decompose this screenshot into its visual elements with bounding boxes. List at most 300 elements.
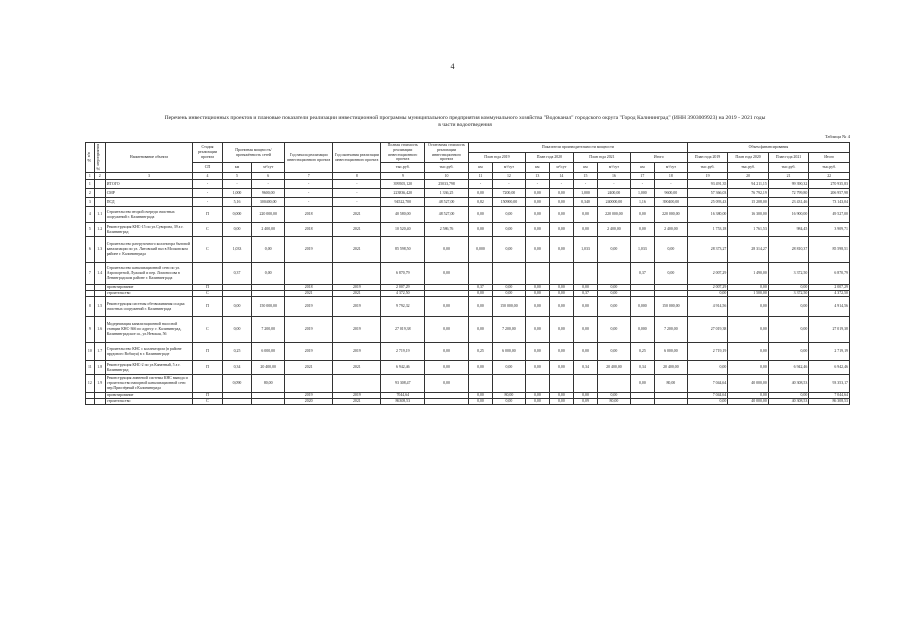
header-cell: № мероприятия — [94, 143, 105, 173]
table-row — [86, 198, 850, 207]
index-cell: 6 — [252, 173, 285, 180]
cell-n: 5 — [86, 223, 95, 237]
index-cell: 13 — [525, 173, 549, 180]
cell-full: 86308,53 — [381, 399, 425, 405]
cell-c7: 0,00 — [630, 375, 654, 393]
cell-n: 2 — [86, 189, 95, 198]
cell-c4: 0,00 — [549, 223, 573, 237]
cell-c5: - — [573, 180, 597, 189]
table-label: Таблица № 4 — [824, 134, 850, 139]
cell-c1: 0,00 — [468, 399, 492, 405]
table-row — [86, 343, 850, 361]
cell-c6: 0,00 — [598, 297, 631, 317]
index-cell: 20 — [728, 173, 768, 180]
cell-n — [86, 399, 95, 405]
table-row — [86, 207, 850, 223]
cell-c6: 0,00 — [598, 393, 631, 399]
cell-c6: 0,00 — [598, 237, 631, 263]
cell-c1: 0,37 — [468, 285, 492, 291]
table-row — [86, 317, 850, 343]
cell-f4: 85 598,51 — [809, 237, 850, 263]
cell-c8: 390400,00 — [654, 198, 687, 207]
cell-ey: 2019 — [333, 393, 381, 399]
cell-f1: 25 093,43 — [687, 198, 727, 207]
cell-sy: - — [285, 198, 333, 207]
cell-full: 85 598,50 — [381, 237, 425, 263]
header-cell: Объем финансирования — [687, 143, 849, 153]
cell-c1: 0,25 — [468, 343, 492, 361]
cell-rem: 0,00 — [425, 343, 469, 361]
cell-c1 — [468, 375, 492, 393]
cell-full: 94522,700 — [381, 198, 425, 207]
cell-f4: 3 909,71 — [809, 223, 850, 237]
cell-f1: 2 007,29 — [687, 263, 727, 285]
cell-f2: 40 000,00 — [728, 375, 768, 393]
cell-n: 8 — [86, 297, 95, 317]
cell-c6: 2 400,00 — [598, 223, 631, 237]
cell-c3: 0,00 — [525, 207, 549, 223]
cell-f1: 57 366,03 — [687, 189, 727, 198]
table-row — [86, 361, 850, 375]
unit-cell: км — [573, 163, 597, 173]
index-cell: 19 — [687, 173, 727, 180]
cell-f3: 984,45 — [768, 223, 808, 237]
cell-m3: 20 400,00 — [252, 361, 285, 375]
cell-stage: П — [193, 343, 223, 361]
cell-name: Строительство канализационной сети по ул. Аэропортной, Лужской и пер. Ломоносова в Ленинградском районе г. Калининграда — [105, 263, 193, 285]
cell-f4: 206 957,98 — [809, 189, 850, 198]
cell-c5: 0,34 — [573, 361, 597, 375]
cell-km: - — [222, 180, 252, 189]
cell-f2: 1 500,00 — [728, 291, 768, 297]
cell-stage — [193, 375, 223, 393]
cell-f2: 94 211,15 — [728, 180, 768, 189]
cell-stage: П — [193, 361, 223, 375]
cell-n: 10 — [86, 343, 95, 361]
cell-km: 0,00 — [222, 317, 252, 343]
cell-c1: 0,82 — [468, 198, 492, 207]
cell-c6: 0,00 — [598, 285, 631, 291]
cell-m — [94, 399, 105, 405]
table-row — [86, 263, 850, 285]
cell-stage: С — [193, 399, 223, 405]
cell-name: Модернизация канализационной насосной станции КНС-366 по адресу: г. Калининград, Калининградское ш., ул.Невская, 56 — [105, 317, 193, 343]
cell-c1: 0,00 — [468, 393, 492, 399]
table-row — [86, 180, 850, 189]
cell-c3: 0,00 — [525, 198, 549, 207]
cell-f2: 0,00 — [728, 285, 768, 291]
cell-c5 — [573, 375, 597, 393]
cell-c4: 0,00 — [549, 291, 573, 297]
cell-c1: 0,000 — [468, 237, 492, 263]
cell-c1 — [468, 263, 492, 285]
index-cell: 18 — [654, 173, 687, 180]
unit-cell: тыс.руб. — [687, 163, 727, 173]
index-cell: 10 — [425, 173, 469, 180]
cell-c7: 0,25 — [630, 343, 654, 361]
cell-f1: 7 044,64 — [687, 375, 727, 393]
header-cell: Проектная мощность/ протяжённость сетей — [222, 143, 284, 163]
cell-c7: 0,000 — [630, 317, 654, 343]
index-cell: 7 — [285, 173, 333, 180]
index-cell: 2 — [94, 173, 105, 180]
cell-c5: 0,00 — [573, 207, 597, 223]
cell-f3: 0,00 — [768, 393, 808, 399]
cell-f2: 28 314,27 — [728, 237, 768, 263]
cell-c6: 0,00 — [598, 291, 631, 297]
cell-f2: 0,00 — [728, 317, 768, 343]
cell-m — [94, 189, 105, 198]
cell-m3: 300400,00 — [252, 198, 285, 207]
cell-f2: 0,00 — [728, 361, 768, 375]
cell-c3: 0,00 — [525, 285, 549, 291]
unit-cell: тыс.руб. — [768, 163, 808, 173]
cell-c3: 0,00 — [525, 223, 549, 237]
cell-c5: 0,340 — [573, 198, 597, 207]
cell-n: 3 — [86, 198, 95, 207]
cell-c2: 0,00 — [493, 223, 526, 237]
cell-m: 1.5 — [94, 297, 105, 317]
cell-full: 6 942,46 — [381, 361, 425, 375]
cell-c5: 1,033 — [573, 237, 597, 263]
cell-m: 1.4 — [94, 263, 105, 285]
cell-sy: 2021 — [285, 291, 333, 297]
cell-c2: 0,00 — [493, 207, 526, 223]
header-cell: Наименование объекта — [105, 143, 193, 173]
cell-f2: 16 300,00 — [728, 207, 768, 223]
cell-ey — [333, 375, 381, 393]
index-cell: 1 — [86, 173, 95, 180]
cell-ey: - — [333, 189, 381, 198]
cell-rem: 0,00 — [425, 237, 469, 263]
cell-ey: - — [333, 198, 381, 207]
index-cell: 12 — [493, 173, 526, 180]
cell-c6: 80,00 — [598, 399, 631, 405]
cell-km: 0,25 — [222, 343, 252, 361]
cell-c6: - — [598, 180, 631, 189]
cell-c8: 80,00 — [654, 375, 687, 393]
index-cell: 9 — [381, 173, 425, 180]
cell-c7: 0,00 — [630, 223, 654, 237]
cell-stage: П — [193, 207, 223, 223]
cell-full: 40 580,00 — [381, 207, 425, 223]
cell-rem: 48 527,00 — [425, 198, 469, 207]
unit-cell: тыс.руб. — [381, 163, 425, 173]
cell-c7: 1,000 — [630, 189, 654, 198]
cell-f2: 0,00 — [728, 393, 768, 399]
cell-sy: 2018 — [285, 207, 333, 223]
cell-rem: 0,00 — [425, 317, 469, 343]
title-line-2: в части водоотведения — [438, 122, 492, 128]
header-cell: План года 2019 — [468, 153, 525, 163]
cell-c6: 0,00 — [598, 343, 631, 361]
cell-c4: 0,00 — [549, 297, 573, 317]
cell-name: строительство — [105, 399, 193, 405]
cell-f1: 27 019,38 — [687, 317, 727, 343]
cell-f3: 0,00 — [768, 297, 808, 317]
cell-m — [94, 198, 105, 207]
cell-full: 2 007,29 — [381, 285, 425, 291]
cell-f3: 0,00 — [768, 285, 808, 291]
cell-f4: 49 527,00 — [809, 207, 850, 223]
investment-projects-table — [85, 142, 850, 405]
cell-c6 — [598, 263, 631, 285]
cell-n: 6 — [86, 237, 95, 263]
cell-name: Строительство разгрузочного коллектора бытовой канализации по ул. Литовский вал в Московском районе г. Калининграда — [105, 237, 193, 263]
cell-full: 10 520,40 — [381, 223, 425, 237]
cell-rem: 0,00 — [425, 375, 469, 393]
cell-f4: 6 870,79 — [809, 263, 850, 285]
cell-stage: - — [193, 189, 223, 198]
cell-name: Реконструкция системы обезвоживания осадка очистных сооружений г. Калининграда — [105, 297, 193, 317]
cell-rem — [425, 399, 469, 405]
index-cell: 15 — [573, 173, 597, 180]
cell-rem: 0,00 — [425, 263, 469, 285]
cell-c3: 0,00 — [525, 291, 549, 297]
cell-c8: 20 400,00 — [654, 361, 687, 375]
cell-c8: - — [654, 180, 687, 189]
cell-c1: 0,00 — [468, 223, 492, 237]
cell-c4: 0,00 — [549, 393, 573, 399]
cell-m: 1.7 — [94, 343, 105, 361]
cell-c6: 20 400,00 — [598, 361, 631, 375]
cell-m3: - — [252, 180, 285, 189]
cell-f3: 3 372,50 — [768, 291, 808, 297]
cell-c7 — [630, 399, 654, 405]
cell-f2: 76 792,19 — [728, 189, 768, 198]
title-line-1: Перечень инвестиционных проектов и плановые показатели реализации инвестиционной программы муниципального предприятия коммунального хозяйства "Водоканал" городского округа "Город Калининград" (ИНН 3903009923) на 2019 - 2021 годы — [164, 115, 766, 121]
table-body — [86, 180, 850, 405]
cell-sy — [285, 263, 333, 285]
header-cell: № п/п — [86, 143, 95, 173]
cell-stage: П — [193, 297, 223, 317]
cell-c3: 0,00 — [525, 189, 549, 198]
cell-c4: 0,00 — [549, 207, 573, 223]
header-cell: Стадия реализации проекта — [193, 143, 223, 163]
cell-ey: 2019 — [333, 297, 381, 317]
cell-name: проектирование — [105, 393, 193, 399]
cell-stage: - — [193, 198, 223, 207]
unit-cell: м³/сут — [654, 163, 687, 173]
cell-full: 4 372,50 — [381, 291, 425, 297]
cell-c5: 0,37 — [573, 291, 597, 297]
cell-rem: 1 336,25 — [425, 189, 469, 198]
cell-stage: П — [193, 393, 223, 399]
cell-c4: 0,00 — [549, 361, 573, 375]
cell-c3: 0,00 — [525, 237, 549, 263]
cell-sy: 2019 — [285, 393, 333, 399]
cell-c4: 0,00 — [549, 189, 573, 198]
cell-c4: 0,00 — [549, 285, 573, 291]
cell-km: 0,00 — [222, 297, 252, 317]
cell-name: ИТОГО — [105, 180, 193, 189]
cell-f3: 40 308,53 — [768, 375, 808, 393]
table-row — [86, 237, 850, 263]
cell-c1: 0,00 — [468, 361, 492, 375]
cell-m: 1.1 — [94, 207, 105, 223]
cell-ey: 2019 — [333, 285, 381, 291]
column-index-row — [86, 173, 850, 180]
unit-cell: км — [630, 163, 654, 173]
cell-f2: 0,00 — [728, 343, 768, 361]
cell-f4: 86 308,53 — [809, 399, 850, 405]
unit-cell: м³/сут — [549, 163, 573, 173]
cell-m3 — [252, 399, 285, 405]
cell-f3: 16 900,00 — [768, 207, 808, 223]
index-cell: 11 — [468, 173, 492, 180]
cell-f3: 99 390,32 — [768, 180, 808, 189]
header-cell: План года 2020 — [728, 153, 768, 163]
cell-c2: 0,00 — [493, 291, 526, 297]
index-cell: 16 — [598, 173, 631, 180]
cell-c8: 6 000,00 — [654, 343, 687, 361]
cell-c7: - — [630, 180, 654, 189]
cell-f2: 1 490,00 — [728, 263, 768, 285]
cell-c8: 0,00 — [654, 237, 687, 263]
cell-ey: 2021 — [333, 223, 381, 237]
cell-sy: 2021 — [285, 361, 333, 375]
header-cell: План года 2019 — [687, 153, 727, 163]
header-cell: Год окончания реализации инвестиционного проекта — [333, 143, 381, 173]
cell-m3: 6 000,00 — [252, 343, 285, 361]
cell-km: 0,37 — [222, 263, 252, 285]
cell-n: 1 — [86, 180, 95, 189]
cell-f1: 0,00 — [687, 361, 727, 375]
cell-m3: 150 000,00 — [252, 297, 285, 317]
cell-ey: 2019 — [333, 343, 381, 361]
cell-f1: 2 719,19 — [687, 343, 727, 361]
cell-c7: 1,16 — [630, 198, 654, 207]
cell-stage: П — [193, 285, 223, 291]
cell-c2: 80,00 — [493, 393, 526, 399]
cell-c3: 0,00 — [525, 399, 549, 405]
cell-c1: 0,00 — [468, 207, 492, 223]
cell-m3: 7 200,00 — [252, 317, 285, 343]
cell-f1: 0,00 — [687, 399, 727, 405]
cell-c4: - — [549, 180, 573, 189]
unit-cell: СП — [193, 163, 223, 173]
cell-c1: - — [468, 180, 492, 189]
index-cell: 4 — [193, 173, 223, 180]
cell-c5: 0,00 — [573, 343, 597, 361]
cell-c5: 0,00 — [573, 317, 597, 343]
cell-km: 0,000 — [222, 207, 252, 223]
cell-full: 7044,64 — [381, 393, 425, 399]
cell-f2: 15 208,00 — [728, 198, 768, 207]
cell-m3: 0,00 — [252, 237, 285, 263]
cell-c3: 0,00 — [525, 317, 549, 343]
cell-km: 0,00 — [222, 223, 252, 237]
cell-c7: 0,37 — [630, 263, 654, 285]
cell-c3: 0,00 — [525, 361, 549, 375]
cell-full: 223836,420 — [381, 189, 425, 198]
cell-km: 5,16 — [222, 198, 252, 207]
cell-sy: 2020 — [285, 399, 333, 405]
cell-f3: 40 308,53 — [768, 399, 808, 405]
cell-c3: 0,00 — [525, 343, 549, 361]
cell-c2: 150900,00 — [493, 198, 526, 207]
cell-c7: 0,34 — [630, 361, 654, 375]
cell-stage — [193, 263, 223, 285]
cell-f1: 1 753,18 — [687, 223, 727, 237]
cell-c4 — [549, 263, 573, 285]
cell-c8 — [654, 399, 687, 405]
table-row — [86, 297, 850, 317]
cell-m3: 0,00 — [252, 263, 285, 285]
cell-m — [94, 180, 105, 189]
cell-m: 1.8 — [94, 361, 105, 375]
cell-c5: 0,00 — [573, 297, 597, 317]
header-cell: План года 2021 — [573, 153, 630, 163]
cell-name: ПСД — [105, 198, 193, 207]
cell-f1: 0,00 — [687, 291, 727, 297]
cell-sy: - — [285, 180, 333, 189]
cell-m: 1.6 — [94, 317, 105, 343]
cell-sy: 2019 — [285, 297, 333, 317]
cell-c5: 0,09 — [573, 399, 597, 405]
cell-c4: 0,00 — [549, 237, 573, 263]
cell-c4: 0,00 — [549, 198, 573, 207]
document-title — [100, 115, 830, 129]
cell-name: Реконструкция ливневой системы КНС вывода и строительство напорной канализационной сети пер.Приозёрный г.Калининграда — [105, 375, 193, 393]
header-cell: Год начала реализации инвестиционного проекта — [285, 143, 333, 173]
index-cell: 21 — [768, 173, 808, 180]
cell-c8: 9600,00 — [654, 189, 687, 198]
cell-f4: 7 044,64 — [809, 393, 850, 399]
cell-name: строительство — [105, 291, 193, 297]
cell-c2: 7 200,00 — [493, 317, 526, 343]
cell-n: 12 — [86, 375, 95, 393]
unit-cell: м³/сут — [598, 163, 631, 173]
cell-sy: 2018 — [285, 285, 333, 291]
cell-km: 0,090 — [222, 375, 252, 393]
cell-c5: 0,00 — [573, 393, 597, 399]
cell-c2: 7200,00 — [493, 189, 526, 198]
cell-c6: 2400,00 — [598, 189, 631, 198]
cell-name: проектирование — [105, 285, 193, 291]
header-cell: Полная стоимость реализации инвестиционного проекта — [381, 143, 425, 163]
cell-c8: 220 000,00 — [654, 207, 687, 223]
cell-c4: 0,00 — [549, 399, 573, 405]
cell-c6: 220 000,00 — [598, 207, 631, 223]
cell-c3 — [525, 263, 549, 285]
cell-m: 1.2 — [94, 223, 105, 237]
cell-f3: 0,00 — [768, 343, 808, 361]
cell-sy: 2019 — [285, 317, 333, 343]
cell-full: 93 308,47 — [381, 375, 425, 393]
cell-c7: 0,00 — [630, 207, 654, 223]
cell-sy: - — [285, 189, 333, 198]
cell-m: 1.9 — [94, 375, 105, 393]
cell-full: 27 019,38 — [381, 317, 425, 343]
cell-c5: 1,000 — [573, 189, 597, 198]
cell-c2: 150 000,00 — [493, 297, 526, 317]
unit-cell: км — [222, 163, 252, 173]
index-cell: 3 — [105, 173, 193, 180]
cell-f1: 7 044,64 — [687, 393, 727, 399]
cell-c3: 0,00 — [525, 393, 549, 399]
cell-stage: С — [193, 223, 223, 237]
table-row — [86, 375, 850, 393]
unit-cell: км — [468, 163, 492, 173]
cell-rem: 48 527,00 — [425, 207, 469, 223]
cell-c7: 1,033 — [630, 237, 654, 263]
cell-n: 4 — [86, 207, 95, 223]
cell-c6 — [598, 375, 631, 393]
cell-c3 — [525, 375, 549, 393]
cell-f4: 4 372,50 — [809, 291, 850, 297]
cell-name: Реконструкция КНС-2 по ул.Канатный, 5 а г. Калининград — [105, 361, 193, 375]
